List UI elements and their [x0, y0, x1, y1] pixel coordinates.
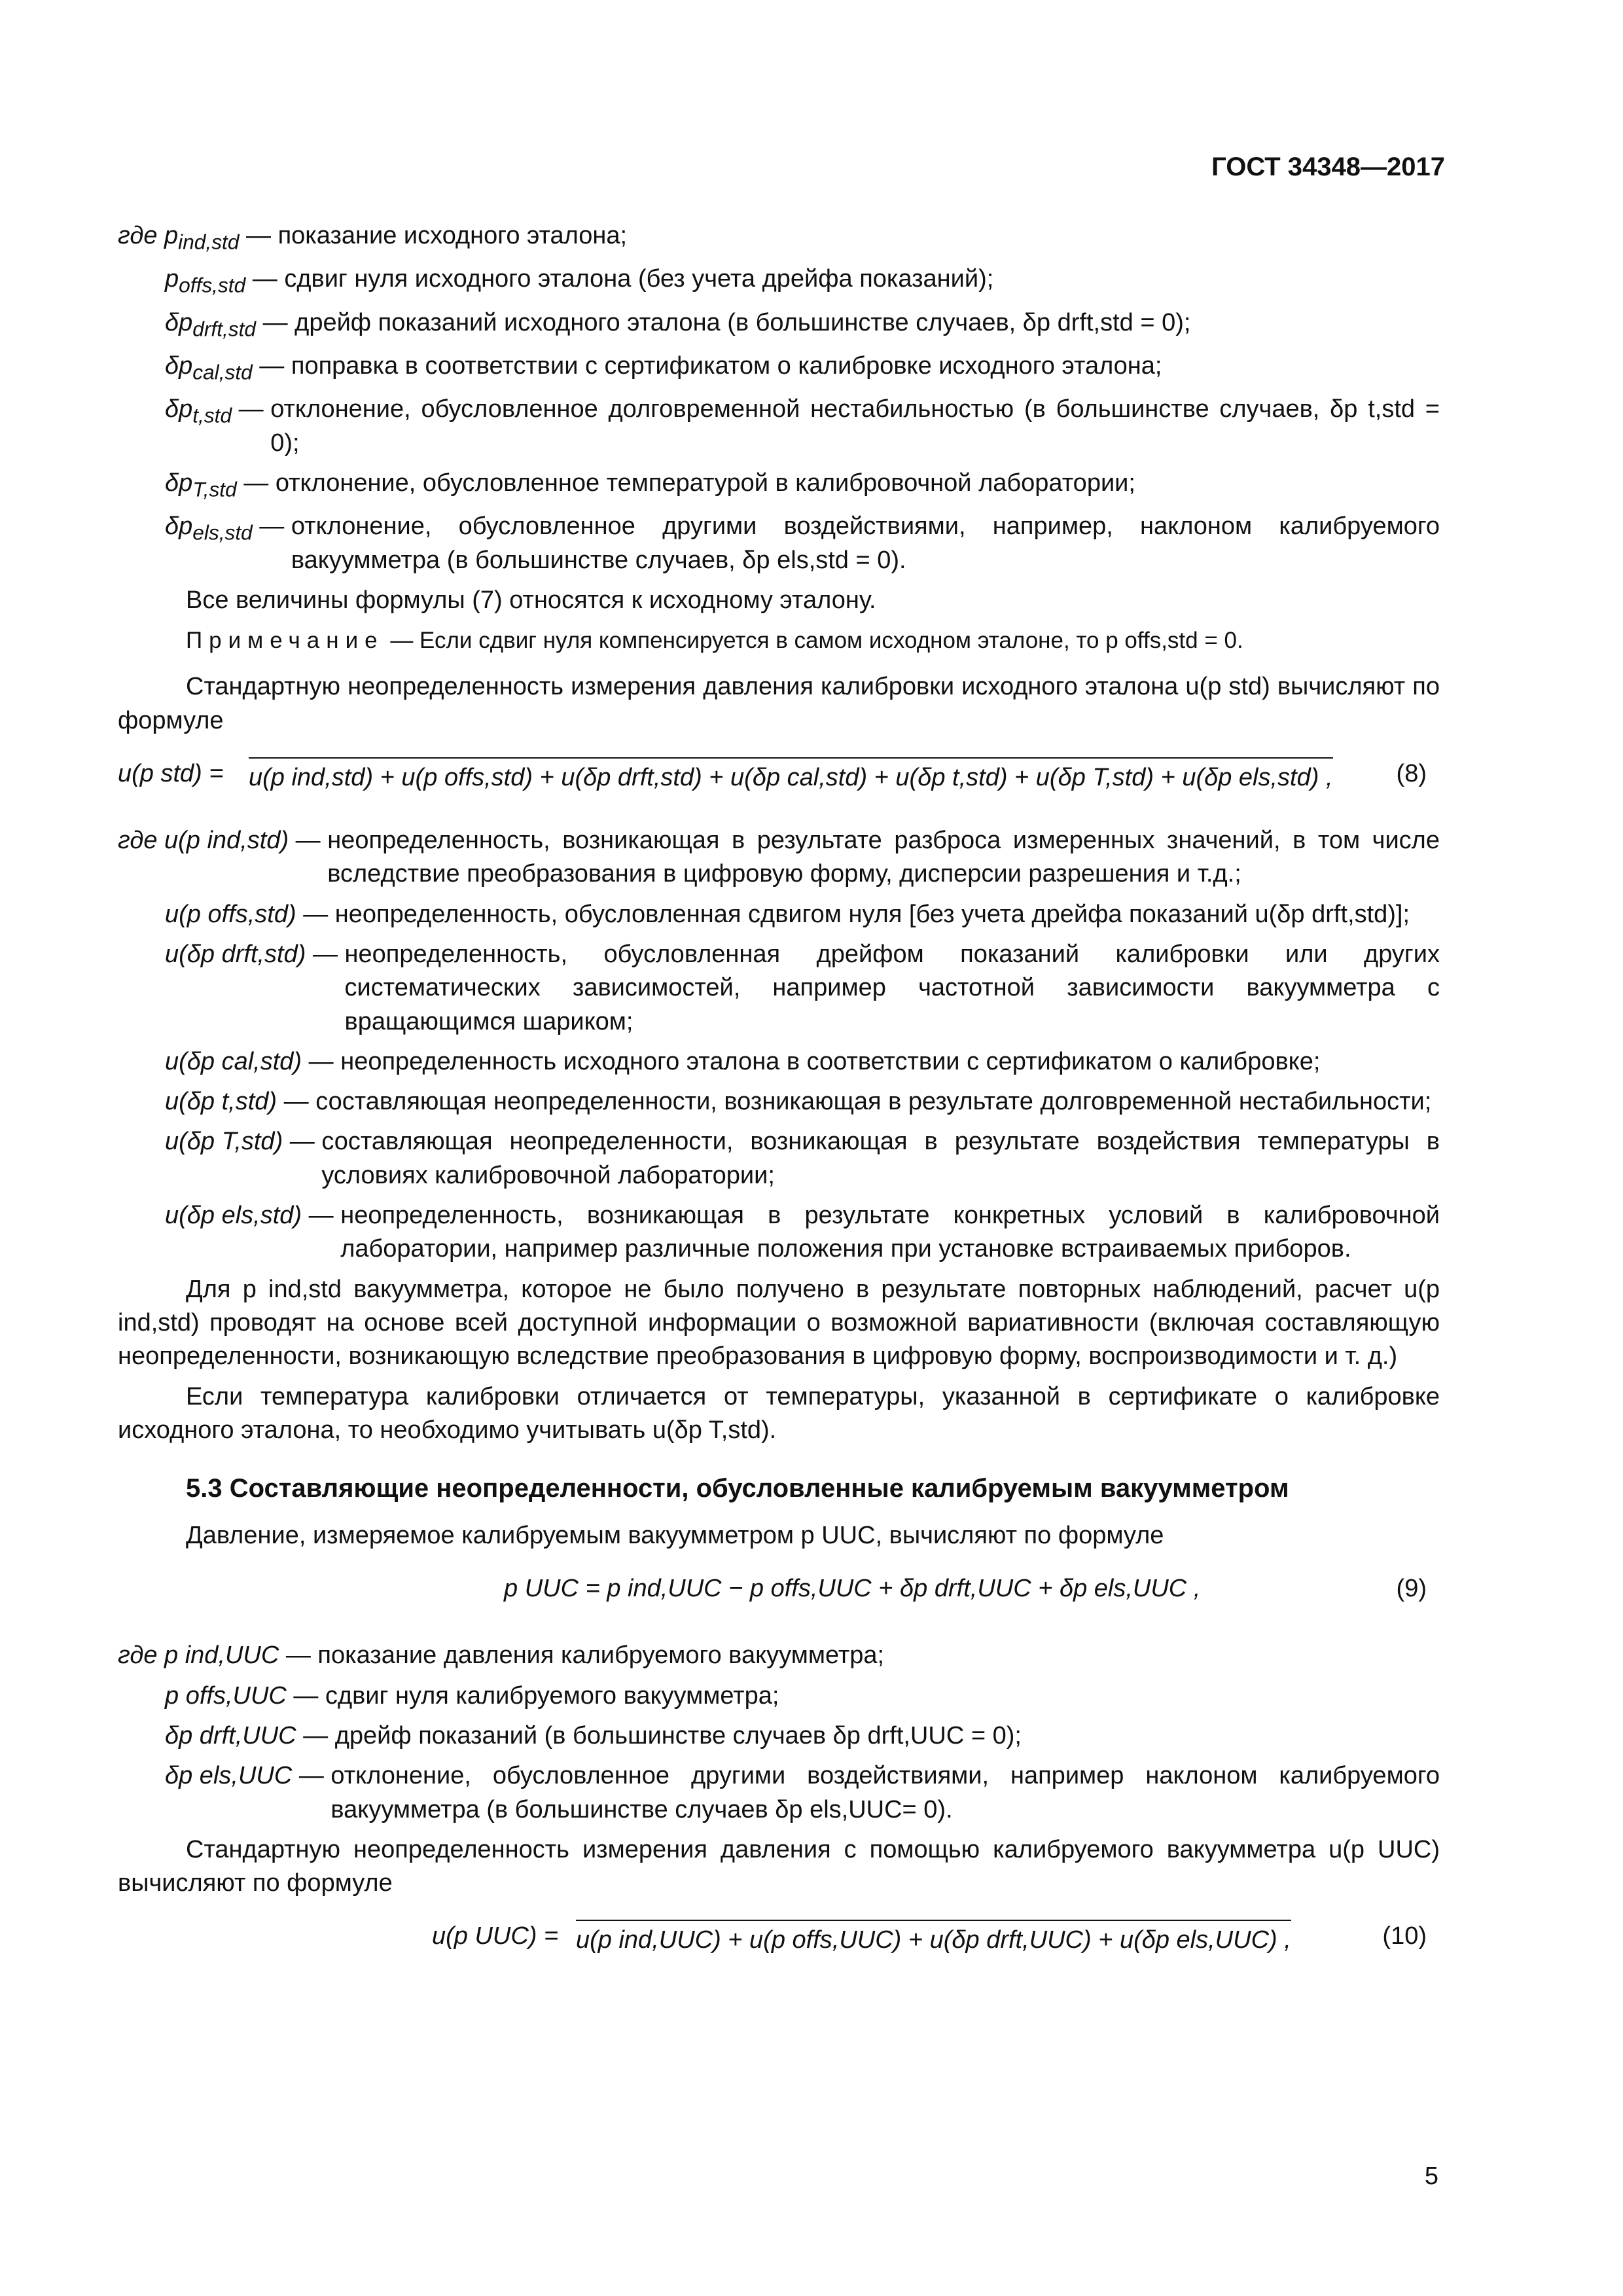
- definition-term: $\delta p_{els,std}$: [165, 512, 253, 545]
- definition-term: u(p offs,std): [165, 900, 296, 928]
- uncertainty-std-definitions: [118, 824, 1440, 1266]
- definition-term: δp drft,UUC: [165, 1721, 296, 1749]
- definition-text: составляющая неопределенности, возникающая в результате воздействия температуры в условиях калибровочной лаборатории;: [321, 1128, 1440, 1189]
- definition-text: неопределенность, возникающая в результате разброса измеренных значений, в том числе вследствие преобразования в цифровую форму, дисперсии разрешения и т.д.;: [327, 827, 1440, 888]
- definition-item: где p ind,UUC — показание давления калибруемого вакуумметра;: [118, 1639, 1440, 1672]
- definition-item: u(p offs,std) — неопределенность, обусловленная сдвигом нуля [без учета дрейфа показаний u(δp drft,std)];: [118, 898, 1440, 931]
- uuc-definitions: [118, 1639, 1440, 1826]
- paragraph-std-uncertainty-uuc: Стандартную неопределенность измерения давления с помощью калибруемого вакуумметра u(p UUC) вычисляют по формуле: [118, 1835, 1440, 1897]
- definition-text: сдвиг нуля калибруемого вакуумметра;: [325, 1681, 779, 1710]
- definition-item: $\delta p_{cal,std}$ — поправка в соответствии с сертификатом о калибровке исходного эталона;: [118, 350, 1440, 386]
- formula-number: (10): [1382, 1922, 1427, 1950]
- definition-term: u(δp cal,std): [165, 1047, 302, 1075]
- paragraph-all-values: Все величины формулы (7) относятся к исходному эталону.: [186, 586, 876, 614]
- definition-item: u(δp t,std) — составляющая неопределенности, возникающая в результате долговременной нестабильности;: [118, 1085, 1440, 1119]
- paragraph-temperature: Если температура калибровки отличается от температуры, указанной в сертификате о калибровке исходного эталона, то необходимо учитывать u(δp T,std).: [118, 1382, 1440, 1444]
- definition-text: отклонение, обусловленное долговременной нестабильностью (в большинстве случаев, δp t,std = 0);: [270, 395, 1440, 457]
- definition-term: $p_{offs,std}$: [165, 265, 246, 297]
- definition-text: отклонение, обусловленное другими воздействиями, например наклоном калибруемого вакуумметра (в большинстве случаев δp els,UUC= 0).: [330, 1762, 1440, 1823]
- paragraph-for-pind: Для p ind,std вакуумметра, которое не было получено в результате повторных наблюдений, расчет u(p ind,std) проводят на основе всей доступной информации о возможной вариативности (включая составляющую неопределенности, возникающую вследствие преобразования в цифровую форму, воспроизводимости и т. д.): [118, 1275, 1440, 1371]
- definition-item: $p_{offs,std}$ — сдвиг нуля исходного эталона (без учета дрейфа показаний);: [118, 262, 1440, 299]
- definition-item: где $p_{ind,std}$ — показание исходного эталона;: [118, 219, 1440, 256]
- formula-9: [118, 1572, 1440, 1619]
- definition-item: δp drft,UUC — дрейф показаний (в большинстве случаев δp drft,UUC = 0);: [118, 1719, 1440, 1753]
- definition-term: $\delta p_{t,std}$: [165, 395, 232, 427]
- note: [118, 625, 1440, 656]
- definition-term: где p ind,UUC: [118, 1641, 279, 1670]
- definition-text: показание давления калибруемого вакуумметра;: [317, 1641, 885, 1670]
- definition-text: поправка в соответствии с сертификатом о калибровке исходного эталона;: [291, 352, 1162, 380]
- definition-item: u(δp els,std) — неопределенность, возникающая в результате конкретных условий в калибровочной лаборатории, например различные положения при установке встраиваемых приборов.: [118, 1199, 1440, 1266]
- definition-text: отклонение, обусловленное температурой в калибровочной лаборатории;: [275, 469, 1135, 497]
- definition-term: u(δp els,std): [165, 1202, 302, 1230]
- formula-8-lhs: u(p std) =: [118, 760, 224, 788]
- definition-item: u(δp drft,std) — неопределенность, обусловленная дрейфом показаний калибровки или других систематических зависимостей, например частотной зависимости вакуумметра с вращающимся шариком;: [118, 938, 1440, 1039]
- formula-number: (8): [1396, 760, 1427, 788]
- definition-item: u(δp T,std) — составляющая неопределенности, возникающая в результате воздействия температуры в условиях калибровочной лаборатории;: [118, 1125, 1440, 1193]
- definition-text: составляющая неопределенности, возникающая в результате долговременной нестабильности;: [315, 1088, 1432, 1116]
- formula-8: [118, 757, 1440, 804]
- definition-term: где $p_{ind,std}$: [118, 222, 240, 254]
- definition-item: u(δp cal,std) — неопределенность исходного эталона в соответствии с сертификатом о калибровке;: [118, 1045, 1440, 1079]
- definition-term: $\delta p_{cal,std}$: [165, 352, 253, 384]
- definition-term: p offs,UUC: [165, 1681, 287, 1710]
- definition-text: дрейф показаний исходного эталона (в большинстве случаев, δp drft,std = 0);: [294, 308, 1191, 336]
- definition-term: u(δp t,std): [165, 1088, 277, 1116]
- definition-text: показание исходного эталона;: [277, 222, 628, 249]
- definition-text: неопределенность, обусловленная дрейфом показаний калибровки или других систематических зависимостей, например частотной зависимости вакуумметра с вращающимся шариком;: [344, 940, 1440, 1035]
- definition-item: $\delta p_{t,std}$ — отклонение, обусловленное долговременной нестабильностью (в большинстве случаев, δp t,std = 0);: [118, 393, 1440, 460]
- definition-term: δp els,UUC: [165, 1762, 293, 1790]
- definition-item: $\delta p_{drft,std}$ — дрейф показаний исходного эталона (в большинстве случаев, δp drft,std = 0);: [118, 306, 1440, 343]
- definition-term: $\delta p_{drft,std}$: [165, 308, 257, 341]
- document-header: ГОСТ 34348—2017: [1211, 152, 1445, 181]
- definition-item: $\delta p_{T,std}$ — отклонение, обусловленное температурой в калибровочной лаборатории;: [118, 467, 1440, 503]
- definition-text: неопределенность исходного эталона в соответствии с сертификатом о калибровке;: [340, 1047, 1321, 1075]
- page-number: 5: [1424, 2162, 1438, 2190]
- formula-10: [118, 1920, 1440, 1967]
- paragraph-pressure-uuc: Давление, измеряемое калибруемым вакуумметром p UUC, вычисляют по формуле: [186, 1522, 1164, 1550]
- formula-10-lhs: u(p UUC) =: [432, 1922, 559, 1950]
- paragraph-std-uncertainty: Стандартную неопределенность измерения давления калибровки исходного эталона u(p std) вычисляют по формуле: [118, 673, 1440, 734]
- definition-term: u(δp T,std): [165, 1128, 283, 1156]
- definition-text: отклонение, обусловленное другими воздействиями, например, наклоном калибруемого вакуумметра (в большинстве случаев, δp els,std = 0).: [291, 512, 1440, 574]
- definition-item: p offs,UUC — сдвиг нуля калибруемого вакуумметра;: [118, 1679, 1440, 1713]
- formula-9-expression: p UUC = p ind,UUC − p offs,UUC + δp drft,UUC + δp els,UUC ,: [504, 1575, 1201, 1603]
- formula-8-rhs: u(p ind,std) + u(p offs,std) + u(δp drft,std) + u(δp cal,std) + u(δp t,std) + u(δp T,std) + u(δp els,std) ,: [249, 757, 1333, 795]
- note-label: Примечание: [186, 628, 384, 654]
- std-definitions: [118, 219, 1440, 577]
- definition-term: где u(p ind,std): [118, 827, 289, 855]
- formula-10-rhs: u(p ind,UUC) + u(p offs,UUC) + u(δp drft,UUC) + u(δp els,UUC) ,: [576, 1920, 1291, 1957]
- note-text: — Если сдвиг нуля компенсируется в самом исходном эталоне, то p offs,std = 0.: [390, 628, 1243, 654]
- definition-item: $\delta p_{els,std}$ — отклонение, обусловленное другими воздействиями, например, наклоном калибруемого вакуумметра (в большинстве случаев, δp els,std = 0).: [118, 510, 1440, 577]
- definition-item: где u(p ind,std) — неопределенность, возникающая в результате разброса измеренных значений, в том числе вследствие преобразования в цифровую форму, дисперсии разрешения и т.д.;: [118, 824, 1440, 891]
- definition-text: дрейф показаний (в большинстве случаев δp drft,UUC = 0);: [334, 1721, 1022, 1749]
- definition-text: неопределенность, обусловленная сдвигом нуля [без учета дрейфа показаний u(δp drft,std)];: [334, 900, 1410, 928]
- page-content: [118, 219, 1440, 1986]
- formula-number: (9): [1396, 1575, 1427, 1603]
- definition-text: сдвиг нуля исходного эталона (без учета дрейфа показаний);: [284, 265, 994, 293]
- definition-text: неопределенность, возникающая в результате конкретных условий в калибровочной лаборатории, например различные положения при установке встраиваемых приборов.: [340, 1202, 1440, 1263]
- section-heading-5-3: 5.3 Составляющие неопределенности, обусловленные калибруемым вакуумметром: [186, 1474, 1289, 1503]
- definition-term: $\delta p_{T,std}$: [165, 469, 237, 501]
- definition-item: δp els,UUC — отклонение, обусловленное другими воздействиями, например наклоном калибруемого вакуумметра (в большинстве случаев δp els,UUC= 0).: [118, 1759, 1440, 1827]
- definition-term: u(δp drft,std): [165, 940, 306, 968]
